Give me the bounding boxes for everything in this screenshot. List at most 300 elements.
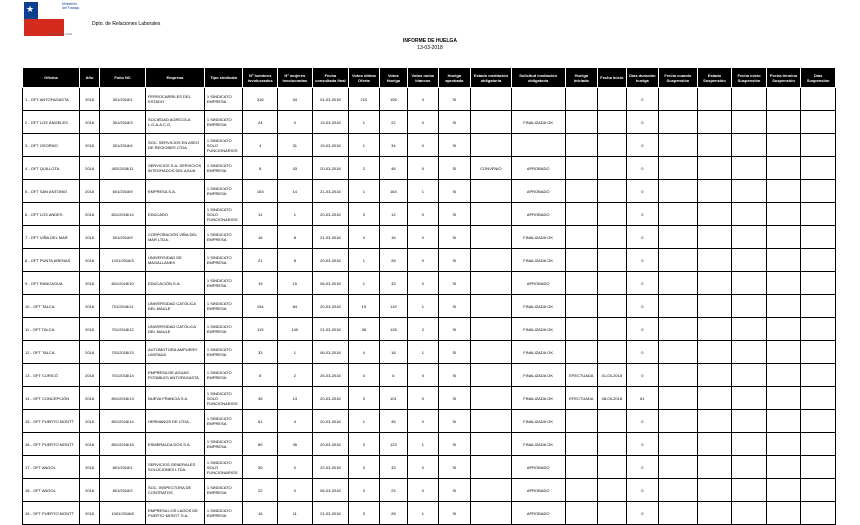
table-cell xyxy=(732,295,767,318)
table-cell xyxy=(659,226,698,249)
table-cell xyxy=(598,341,626,364)
table-cell: 45 xyxy=(379,410,407,433)
table-cell: 1 SINDICATO EMPRESA xyxy=(204,249,243,272)
table-cell: SOC. SERVICIOS EN ASEO DE REGIONES LTDA. xyxy=(145,134,204,157)
table-cell: NUEVA FRANCIA S.A. xyxy=(145,387,204,410)
table-cell: 701/2018/12 xyxy=(100,318,146,341)
table-cell: APROBADO xyxy=(511,502,565,525)
table-cell xyxy=(697,433,732,456)
table-cell: 45 xyxy=(278,433,313,456)
table-cell: 701/2018/11 xyxy=(100,295,146,318)
table-cell: 1 xyxy=(349,111,379,134)
flag-white-block xyxy=(38,2,80,19)
table-cell xyxy=(801,410,836,433)
table-cell: APROBADO xyxy=(511,180,565,203)
table-cell: 34 xyxy=(379,134,407,157)
table-cell xyxy=(801,157,836,180)
table-cell: 13-03-2018 xyxy=(312,111,349,134)
table-cell: 01-03-2018 xyxy=(312,88,349,111)
table-cell: 15 - OFT PUERTO MONTT xyxy=(23,410,80,433)
table-cell xyxy=(659,318,698,341)
table-cell xyxy=(766,410,801,433)
table-cell: 11 xyxy=(243,203,278,226)
table-cell xyxy=(471,456,512,479)
table-cell: 11 - OFT TALCA xyxy=(23,318,80,341)
table-cell: 22-03-2018 xyxy=(312,456,349,479)
table-cell: 119 xyxy=(379,295,407,318)
table-cell: SI xyxy=(438,433,471,456)
table-cell xyxy=(659,341,698,364)
table-cell: 0 xyxy=(349,456,379,479)
table-cell: 0 xyxy=(408,203,438,226)
table-cell xyxy=(801,433,836,456)
table-cell: 1 SINDICATO EMPRESA xyxy=(204,88,243,111)
table-row xyxy=(23,295,836,318)
table-cell xyxy=(697,272,732,295)
table-cell xyxy=(766,318,801,341)
table-cell xyxy=(697,479,732,502)
table-cell: 0 xyxy=(408,249,438,272)
table-cell: 2018 xyxy=(79,134,99,157)
table-cell: 2018 xyxy=(79,341,99,364)
table-cell xyxy=(598,180,626,203)
table-cell xyxy=(598,249,626,272)
table-cell xyxy=(659,180,698,203)
table-cell: 1001/2018/8 xyxy=(100,502,146,525)
table-cell xyxy=(801,295,836,318)
table-cell: 210 xyxy=(349,88,379,111)
table-cell: 4 xyxy=(349,364,379,387)
table-cell xyxy=(801,111,836,134)
table-cell: 2018 xyxy=(79,272,99,295)
table-cell: FINALIZADA OK xyxy=(511,410,565,433)
table-cell: 34 xyxy=(278,88,313,111)
table-cell: 1 SINDICATO SOLO FUNCIONARIOS xyxy=(204,387,243,410)
table-cell: 126 xyxy=(379,318,407,341)
column-header: Estado Suspensión xyxy=(697,68,732,88)
table-cell: 4 xyxy=(243,134,278,157)
table-cell xyxy=(732,364,767,387)
table-cell xyxy=(598,134,626,157)
table-cell xyxy=(766,134,801,157)
table-cell: 0 xyxy=(626,479,659,502)
table-cell: 0 xyxy=(626,341,659,364)
table-cell: SI xyxy=(438,456,471,479)
table-cell: 0 xyxy=(278,456,313,479)
table-cell: APROBADO xyxy=(511,456,565,479)
table-cell: 140 xyxy=(278,318,313,341)
table-cell: 101 xyxy=(379,387,407,410)
table-cell: 08-03-2018 xyxy=(598,387,626,410)
table-cell: 2018 xyxy=(79,88,99,111)
table-cell xyxy=(471,272,512,295)
table-cell: 23 xyxy=(379,479,407,502)
table-cell xyxy=(732,157,767,180)
table-cell xyxy=(565,456,598,479)
table-cell: 8 xyxy=(278,226,313,249)
table-cell: FINALIZADA OK xyxy=(511,387,565,410)
table-cell xyxy=(659,502,698,525)
table-cell: 2018 xyxy=(79,318,99,341)
table-row xyxy=(23,433,836,456)
table-cell: 06-03-2018 xyxy=(312,479,349,502)
table-cell: 0 xyxy=(408,157,438,180)
table-cell: 0 xyxy=(626,272,659,295)
table-cell: 1 xyxy=(278,341,313,364)
table-cell: 6 xyxy=(379,364,407,387)
table-cell xyxy=(565,272,598,295)
table-row xyxy=(23,249,836,272)
table-cell: 163 xyxy=(243,180,278,203)
table-cell: 0 xyxy=(626,157,659,180)
table-cell: 26-03-2018 xyxy=(312,364,349,387)
table-cell: 301/2018/3 xyxy=(100,111,146,134)
table-cell: 16 xyxy=(243,502,278,525)
table-cell: 28 xyxy=(379,502,407,525)
table-cell: 113 xyxy=(243,318,278,341)
table-cell xyxy=(697,341,732,364)
table-cell: 3 xyxy=(349,433,379,456)
table-cell: 31 xyxy=(278,134,313,157)
table-cell xyxy=(697,180,732,203)
table-cell xyxy=(471,433,512,456)
table-cell xyxy=(801,502,836,525)
table-cell: 601/2018/10 xyxy=(100,272,146,295)
table-cell: 2018 xyxy=(79,249,99,272)
table-cell: 1 SINDICATO EMPRESA xyxy=(204,295,243,318)
table-row xyxy=(23,180,836,203)
table-cell: CONVENIO xyxy=(471,157,512,180)
table-cell: 0 xyxy=(626,249,659,272)
table-cell xyxy=(471,341,512,364)
table-cell: 1 SINDICATO EMPRESA xyxy=(204,318,243,341)
table-cell xyxy=(697,502,732,525)
table-cell: 89 xyxy=(243,433,278,456)
table-cell xyxy=(697,249,732,272)
table-cell xyxy=(697,226,732,249)
table-row xyxy=(23,272,836,295)
table-cell xyxy=(659,410,698,433)
table-cell: 20-03-2018 xyxy=(312,157,349,180)
table-cell: APROBADO xyxy=(511,203,565,226)
table-cell: 28 xyxy=(379,249,407,272)
table-cell xyxy=(565,226,598,249)
table-cell xyxy=(565,479,598,502)
table-cell: 45 xyxy=(243,387,278,410)
table-cell: 2018 xyxy=(79,295,99,318)
table-cell: FINALIZADA OK xyxy=(511,341,565,364)
column-header: Nº mujeres involucradas xyxy=(278,68,313,88)
table-cell: SOCIEDAD AGRÍCOLA L.G.A.A.C.G. xyxy=(145,111,204,134)
table-row xyxy=(23,479,836,502)
table-cell: 61 xyxy=(243,410,278,433)
table-cell xyxy=(471,387,512,410)
table-cell xyxy=(471,134,512,157)
table-cell: 21-03-2018 xyxy=(312,226,349,249)
table-cell: 801/2018/2 xyxy=(100,479,146,502)
table-cell: 20-03-2018 xyxy=(312,410,349,433)
table-cell: 301/2018/1 xyxy=(100,88,146,111)
table-cell: SI xyxy=(438,295,471,318)
column-header: Tipo sindicato xyxy=(204,68,243,88)
table-cell: 0 xyxy=(626,410,659,433)
table-cell: HERMANOS DE LTDA. xyxy=(145,410,204,433)
table-row xyxy=(23,88,836,111)
table-cell: SI xyxy=(438,88,471,111)
table-cell xyxy=(598,456,626,479)
table-cell: 18 - OFT ANGOL xyxy=(23,479,80,502)
table-cell xyxy=(732,134,767,157)
table-cell: 20-03-2018 xyxy=(312,295,349,318)
table-cell xyxy=(565,318,598,341)
table-row xyxy=(23,410,836,433)
table-cell xyxy=(659,364,698,387)
table-cell xyxy=(565,295,598,318)
table-cell: CORPORACIÓN VIÑA DEL MAR LTDA. xyxy=(145,226,204,249)
table-cell: 0 xyxy=(408,410,438,433)
table-cell: 0 xyxy=(626,318,659,341)
column-header: Fecha inicio Suspensión xyxy=(732,68,767,88)
table-cell: 0 xyxy=(626,134,659,157)
table-cell: 20-03-2018 xyxy=(312,249,349,272)
table-cell xyxy=(801,249,836,272)
table-cell xyxy=(766,180,801,203)
table-cell xyxy=(565,88,598,111)
column-header: Fecha inicio xyxy=(598,68,626,88)
column-header: Días Suspensión xyxy=(801,68,836,88)
table-cell: 13 - OFT CURICÓ xyxy=(23,364,80,387)
table-cell xyxy=(565,502,598,525)
table-cell: 8 xyxy=(243,364,278,387)
table-cell: SI xyxy=(438,180,471,203)
table-cell xyxy=(565,180,598,203)
table-cell: EDUCADO xyxy=(145,203,204,226)
table-cell: 123 xyxy=(379,433,407,456)
report-date: 13-03-2018 xyxy=(417,45,443,51)
table-cell: 1 xyxy=(349,272,379,295)
table-header-row xyxy=(23,68,836,88)
table-cell: 21-03-2018 xyxy=(312,318,349,341)
table-cell: 0 xyxy=(278,479,313,502)
table-cell xyxy=(598,433,626,456)
table-cell: 19 xyxy=(349,295,379,318)
table-cell xyxy=(801,203,836,226)
table-cell: 1 SINDICATO EMPRESA xyxy=(204,433,243,456)
table-cell: 13 xyxy=(278,387,313,410)
table-cell: FINALIZADA OK xyxy=(511,226,565,249)
table-cell xyxy=(732,203,767,226)
table-cell: 1 SINDICATO EMPRESA xyxy=(204,180,243,203)
table-cell: 21 xyxy=(243,249,278,272)
table-cell: 0 xyxy=(349,203,379,226)
table-cell xyxy=(732,88,767,111)
table-cell xyxy=(801,341,836,364)
table-cell: 2 - OFT LOS ÁNGELES xyxy=(23,111,80,134)
table-cell: SI xyxy=(438,226,471,249)
table-row xyxy=(23,318,836,341)
table-cell: 22 xyxy=(243,479,278,502)
table-cell: 01-03-2018 xyxy=(598,364,626,387)
table-cell: 8 - OFT PUNTA ARENAS xyxy=(23,249,80,272)
table-cell: 0 xyxy=(626,203,659,226)
table-cell: 06-03-2018 xyxy=(312,341,349,364)
table-cell xyxy=(659,272,698,295)
table-body xyxy=(23,88,836,525)
table-cell: SI xyxy=(438,479,471,502)
table-cell: 18 xyxy=(379,341,407,364)
table-cell: 61 xyxy=(626,387,659,410)
table-cell xyxy=(511,88,565,111)
table-cell: 0 xyxy=(408,387,438,410)
table-cell: 3 xyxy=(349,387,379,410)
table-cell xyxy=(598,203,626,226)
table-cell: FERROCARRILES DEL ESTADO xyxy=(145,88,204,111)
table-cell: 2018 xyxy=(79,180,99,203)
table-cell xyxy=(659,134,698,157)
table-cell xyxy=(697,111,732,134)
table-cell xyxy=(766,387,801,410)
table-cell: 43 xyxy=(278,157,313,180)
table-cell xyxy=(801,318,836,341)
table-cell: 316 xyxy=(243,88,278,111)
table-cell: 0 xyxy=(626,364,659,387)
table-row xyxy=(23,203,836,226)
table-cell: 1 xyxy=(278,203,313,226)
table-cell: 0 xyxy=(626,88,659,111)
table-row xyxy=(23,157,836,180)
table-cell: 21-03-2018 xyxy=(312,180,349,203)
table-cell: 0 xyxy=(408,479,438,502)
table-cell xyxy=(697,318,732,341)
table-cell: 0 xyxy=(408,134,438,157)
table-cell: 33 xyxy=(379,456,407,479)
table-cell xyxy=(766,502,801,525)
table-row xyxy=(23,387,836,410)
table-cell: 2 xyxy=(408,318,438,341)
table-cell: 601/2018/9 xyxy=(100,180,146,203)
table-cell: AUTOMOTORA AMPUERO LIMITADA xyxy=(145,341,204,364)
flag-blue-block xyxy=(24,2,38,19)
table-cell: 501/2018/9 xyxy=(100,226,146,249)
table-cell xyxy=(697,364,732,387)
table-cell: 0 xyxy=(408,456,438,479)
table-cell: 20-03-2018 xyxy=(312,203,349,226)
table-cell xyxy=(801,88,836,111)
table-row xyxy=(23,341,836,364)
table-cell xyxy=(697,410,732,433)
table-cell: 106 xyxy=(379,88,407,111)
table-row xyxy=(23,456,836,479)
table-cell xyxy=(659,111,698,134)
table-cell: 1 SINDICATO SOLO FUNCIONARIOS xyxy=(204,456,243,479)
table-row xyxy=(23,502,836,525)
table-cell xyxy=(766,364,801,387)
table-cell: 2018 xyxy=(79,203,99,226)
table-cell xyxy=(565,203,598,226)
table-cell: FINALIZADA OK xyxy=(511,433,565,456)
table-cell: 1 SINDICATO EMPRESA xyxy=(204,157,243,180)
table-cell: EMPRESA DE AGUAS POTABLES ANTOFAGASTA xyxy=(145,364,204,387)
table-cell xyxy=(766,341,801,364)
table-cell xyxy=(565,111,598,134)
table-cell xyxy=(565,134,598,157)
table-cell: 2018 xyxy=(79,456,99,479)
column-header: Nº hombres involucrados xyxy=(243,68,278,88)
table-cell xyxy=(801,364,836,387)
table-cell xyxy=(598,410,626,433)
table-cell xyxy=(471,249,512,272)
column-header: Votos última Oferta xyxy=(349,68,379,88)
table-cell xyxy=(659,479,698,502)
table-cell: 4 xyxy=(278,410,313,433)
table-cell: 22 xyxy=(379,111,407,134)
table-cell: 2018 xyxy=(79,111,99,134)
table-cell: 1 SINDICATO EMPRESA xyxy=(204,341,243,364)
table-cell xyxy=(801,272,836,295)
table-cell xyxy=(801,226,836,249)
table-cell: 1 SINDICATO SOLO FUNCIONARIOS xyxy=(204,203,243,226)
table-row xyxy=(23,111,836,134)
table-cell: 20-03-2018 xyxy=(312,387,349,410)
table-cell: 801/2018/1 xyxy=(100,456,146,479)
table-cell xyxy=(659,203,698,226)
table-cell xyxy=(732,433,767,456)
table-cell: SOC. INSPECTORA DE CONTRATOS xyxy=(145,479,204,502)
table-cell xyxy=(766,111,801,134)
table-cell: 402/2018/11 xyxy=(100,157,146,180)
table-cell xyxy=(801,134,836,157)
table-cell: 21-03-2018 xyxy=(312,502,349,525)
column-header: Votos Huelga xyxy=(379,68,407,88)
table-cell xyxy=(801,456,836,479)
table-cell: 0 xyxy=(626,456,659,479)
table-cell xyxy=(471,410,512,433)
table-cell: SI xyxy=(438,341,471,364)
table-cell xyxy=(766,456,801,479)
table-cell: EMPRESA LOS LAGOS DE PUERTO MONTT S.A. xyxy=(145,502,204,525)
table-cell: FINALIZADA OK xyxy=(511,111,565,134)
table-cell: FINALIZADA OK xyxy=(511,364,565,387)
table-cell xyxy=(766,479,801,502)
table-cell: 24 xyxy=(243,111,278,134)
table-cell xyxy=(565,157,598,180)
table-cell: 16 xyxy=(379,226,407,249)
table-cell: 801/2018/16 xyxy=(100,433,146,456)
table-cell xyxy=(659,157,698,180)
table-cell: FINALIZADA OK xyxy=(511,295,565,318)
table-cell: SERVICIOS GENERALES SOLUCIONES LTDA. xyxy=(145,456,204,479)
table-cell: EMPRESA S.A. xyxy=(145,180,204,203)
table-cell: 33 xyxy=(379,272,407,295)
column-header: Huelga aprobada xyxy=(438,68,471,88)
table-cell: EFECTUADA xyxy=(565,387,598,410)
table-cell: 19 - OFT PUERTO MONTT xyxy=(23,502,80,525)
strike-report-table xyxy=(22,67,836,525)
table-cell xyxy=(659,433,698,456)
table-cell: 33 xyxy=(243,341,278,364)
column-header: Días duración huelga xyxy=(626,68,659,88)
table-cell xyxy=(766,157,801,180)
table-cell: UNIVERSIDAD DE MAGALLANES xyxy=(145,249,204,272)
table-cell: 15 xyxy=(278,272,313,295)
table-cell: 2018 xyxy=(79,226,99,249)
table-cell xyxy=(766,88,801,111)
table-cell xyxy=(598,272,626,295)
table-cell: 4 xyxy=(349,341,379,364)
table-cell xyxy=(697,203,732,226)
table-cell: 1 xyxy=(408,180,438,203)
table-cell: 2018 xyxy=(79,387,99,410)
